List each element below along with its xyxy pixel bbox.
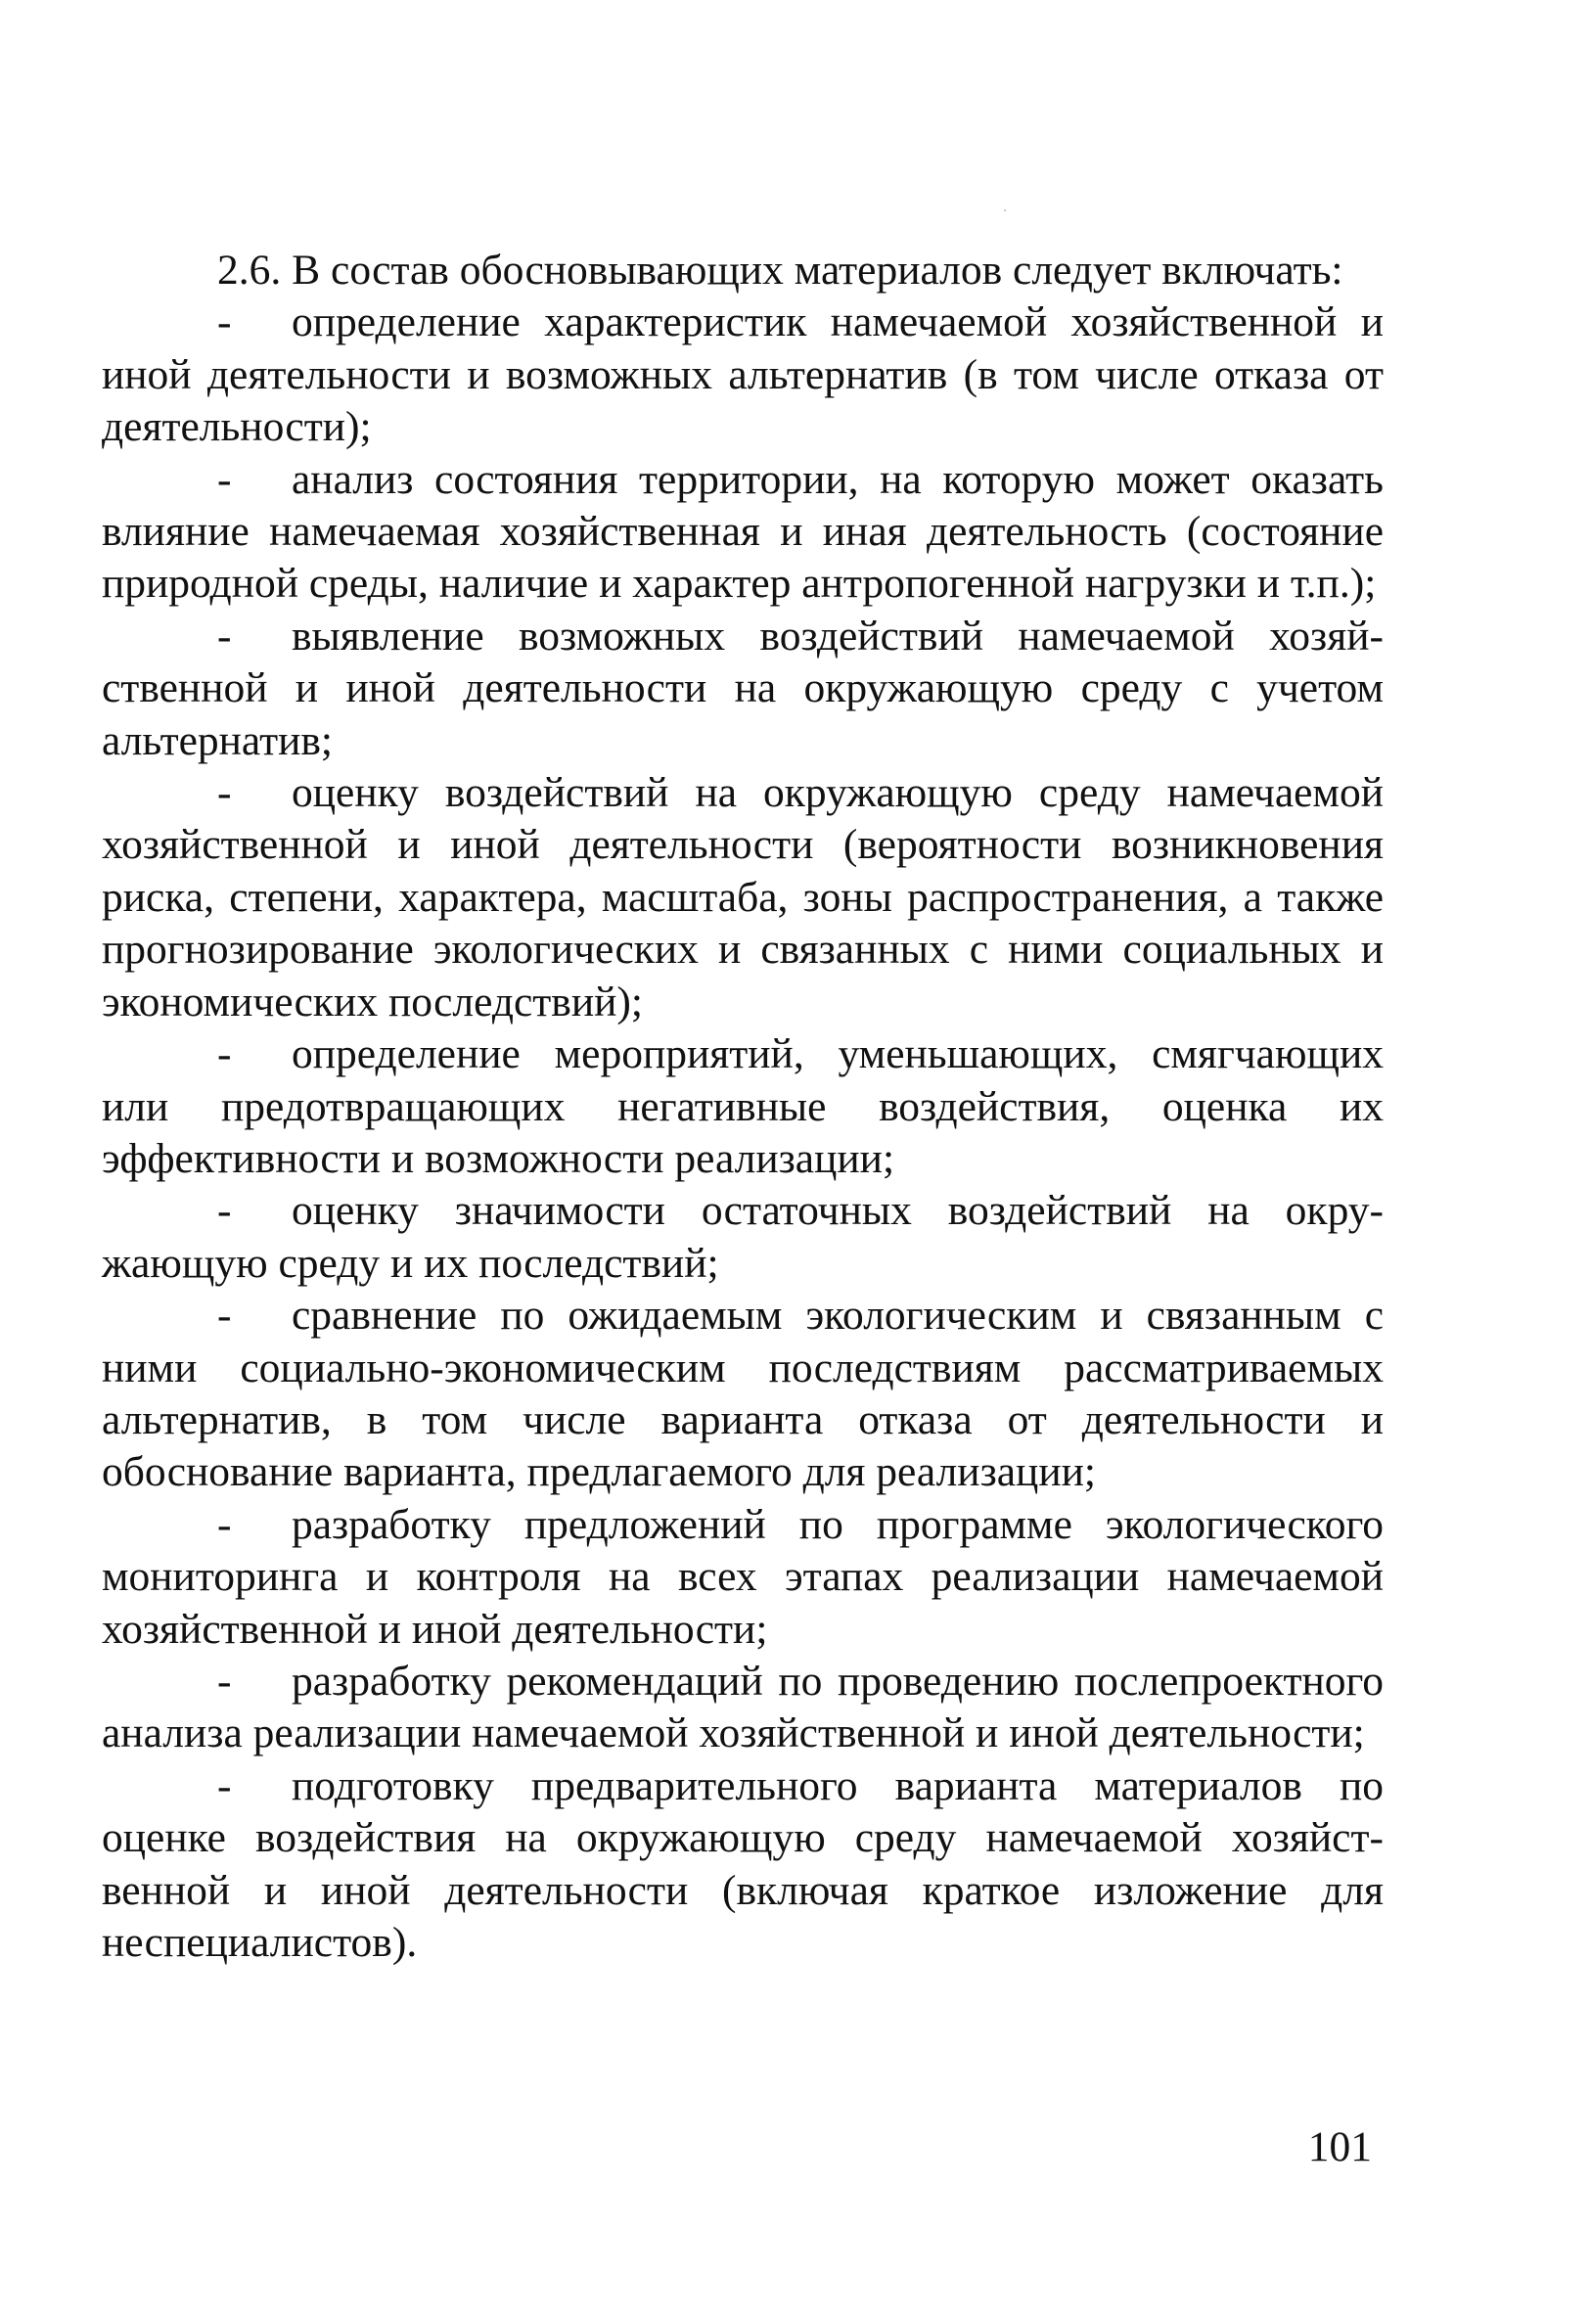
requirements-list: [102, 296, 1384, 1969]
list-item: [102, 611, 1384, 767]
page-number: 101: [1307, 2123, 1372, 2170]
list-item-text: разработку рекомендаций по проведению послепроектного анализа реализации намечаемой хозяйственной и иной деятельности;: [102, 1657, 1384, 1757]
list-bullet: -: [217, 1292, 232, 1340]
list-item: [102, 1185, 1384, 1290]
list-item: [102, 454, 1384, 611]
list-item-text: определение мероприятий, уменьшающих, смягчающих или предотвращающих негативные воздействия, оценка их эффективности и возможности реализации;: [102, 1030, 1384, 1182]
list-item: [102, 1290, 1384, 1499]
list-bullet: -: [217, 298, 232, 346]
list-bullet: -: [217, 1030, 232, 1078]
list-item: [102, 296, 1384, 453]
list-bullet: -: [217, 1657, 232, 1705]
list-item-text: анализ состояния территории, на которую может оказать влияние намечаемая хозяйственная и иная деятельность (состояние природной среды, наличие и характер антропогенной нагрузки и т.п.);: [102, 455, 1384, 608]
list-item-text: оценку воздействий на окружающую среду намечаемой хозяйственной и иной деятельности (вероятности возникновения риска, степени, характера, масштаба, зоны распространения, а также прогнозирование экологических и связанных с ними социальных и экономических последствий);: [102, 769, 1384, 1025]
list-item: [102, 1760, 1384, 1970]
list-item-text: разработку предложений по программе экологического мониторинга и контроля на всех этапах реализации намечаемой хозяйственной и иной деятельности;: [102, 1500, 1384, 1653]
list-item-text: выявление возможных воздействий намечаемой хозяйственной и иной деятельности на окружающую среду с учетом альтернатив;: [102, 612, 1384, 764]
list-item: [102, 1656, 1384, 1760]
list-item-text: сравнение по ожидаемым экологическим и связанным с ними социально-экономическим последствиям рассматриваемых альтернатив, в том числе варианта отказа от деятельности и обоснование варианта, предлагаемого для реализации;: [102, 1292, 1384, 1496]
list-bullet: -: [217, 455, 232, 503]
list-item: [102, 1028, 1384, 1185]
list-item-text: подготовку предварительного варианта материалов по оценке воздействия на окружающую среду намечаемой хозяйственной и иной деятельности (включая краткое изложение для неспециалистов).: [102, 1761, 1384, 1966]
list-item-text: оценку значимости остаточных воздействий на окружающую среду и их последствий;: [102, 1187, 1384, 1287]
list-item: [102, 767, 1384, 1028]
scan-speck: [1004, 209, 1006, 211]
list-bullet: -: [217, 612, 232, 660]
list-bullet: -: [217, 769, 232, 817]
list-item-text: определение характеристик намечаемой хозяйственной и иной деятельности и возможных альтернатив (в том числе отказа от деятельности);: [102, 298, 1384, 451]
section-intro: 2.6. В состав обосновывающих материалов следует включать:: [217, 247, 1343, 294]
main-text: [102, 245, 1384, 1969]
list-bullet: -: [217, 1761, 232, 1809]
list-item: [102, 1499, 1384, 1656]
list-bullet: -: [217, 1187, 232, 1235]
list-bullet: -: [217, 1500, 232, 1548]
